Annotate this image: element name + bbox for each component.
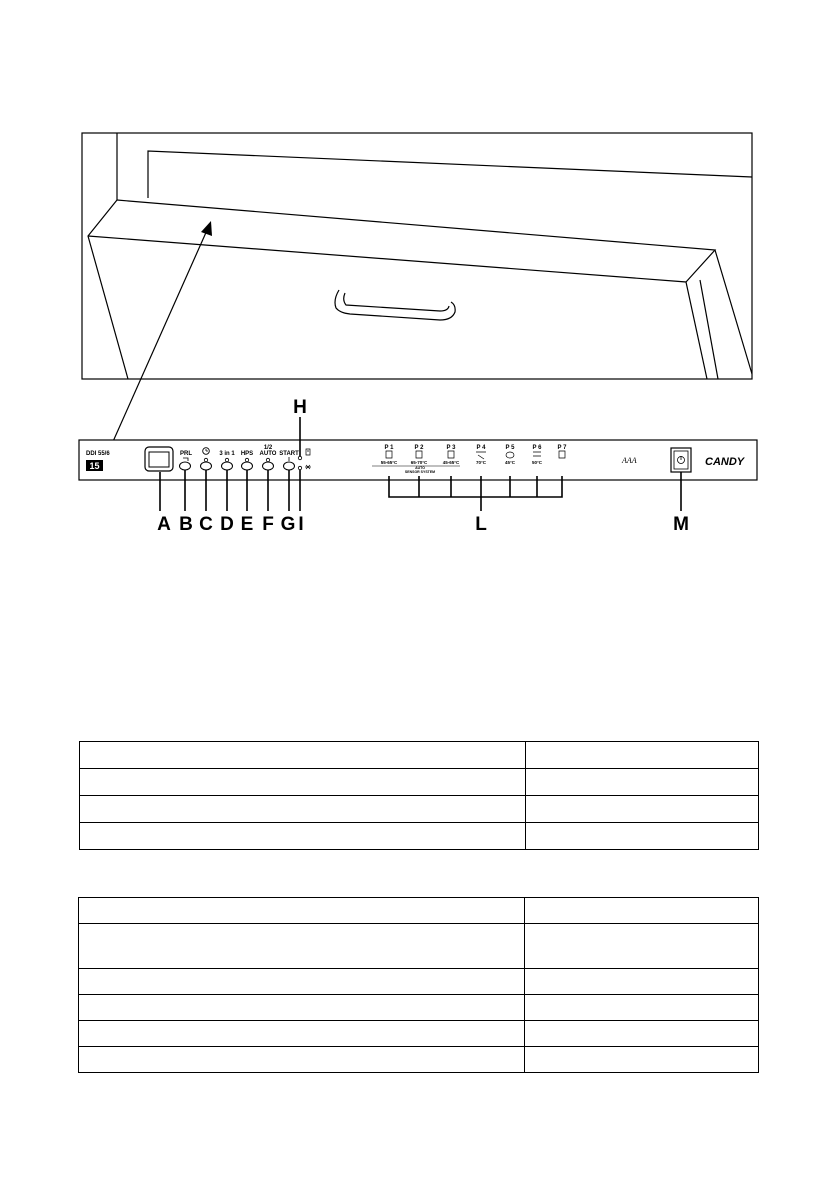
table-cell bbox=[525, 924, 759, 969]
table-cell bbox=[526, 742, 759, 769]
brand-logo: CANDY bbox=[705, 456, 745, 468]
led-c bbox=[204, 458, 207, 461]
callout-label-i: I bbox=[298, 514, 304, 535]
table-cell bbox=[80, 796, 526, 823]
program-temp: 45-65°C bbox=[442, 460, 460, 465]
table-cell bbox=[80, 742, 526, 769]
table-row bbox=[79, 1021, 759, 1047]
auto-label: AUTO bbox=[415, 466, 425, 470]
led-i bbox=[298, 466, 301, 469]
callout-label-g: G bbox=[280, 514, 296, 535]
table-cell bbox=[526, 769, 759, 796]
program-code: P 5 bbox=[505, 445, 515, 451]
led-f bbox=[266, 458, 269, 461]
energy-rating-label: AAA bbox=[622, 456, 637, 465]
door-handle bbox=[335, 290, 455, 320]
door-inner-edge bbox=[88, 236, 707, 379]
illustration-frame bbox=[82, 133, 752, 379]
program-temp: 70°C bbox=[475, 460, 487, 465]
program-temp: 65-70°C bbox=[410, 460, 428, 465]
table-cell bbox=[526, 796, 759, 823]
table-cell bbox=[526, 823, 759, 850]
callout-label-e: E bbox=[240, 514, 254, 535]
cabinet-outline bbox=[117, 133, 752, 200]
led-d bbox=[225, 458, 228, 461]
callout-label-m: M bbox=[673, 514, 689, 535]
table-cell bbox=[525, 969, 759, 995]
model-label: DDI 55/6 bbox=[86, 451, 110, 457]
empty-table-1 bbox=[79, 741, 759, 850]
three-in-one-label: 3 in 1 bbox=[219, 451, 235, 457]
button-e[interactable] bbox=[242, 462, 253, 470]
table-cell bbox=[79, 995, 525, 1021]
display-inner bbox=[149, 452, 169, 467]
table-cell bbox=[80, 769, 526, 796]
appliance-illustration bbox=[82, 133, 752, 379]
door-top-edge bbox=[117, 200, 715, 282]
table-row bbox=[79, 995, 759, 1021]
program-temp: 55-65°C bbox=[380, 460, 398, 465]
button-g[interactable] bbox=[284, 462, 295, 470]
table-cell bbox=[79, 924, 525, 969]
button-d[interactable] bbox=[222, 462, 233, 470]
button-b[interactable] bbox=[180, 462, 191, 470]
table-row bbox=[79, 1047, 759, 1073]
table-cell bbox=[525, 995, 759, 1021]
table-cell bbox=[79, 898, 525, 924]
table-cell bbox=[79, 1047, 525, 1073]
led-h bbox=[298, 456, 301, 459]
callout-label-b: B bbox=[179, 514, 193, 535]
table-row bbox=[80, 823, 759, 850]
dishwasher-diagram bbox=[0, 0, 839, 560]
callout-label-h: H bbox=[293, 397, 307, 418]
badge-label: 15 bbox=[89, 461, 100, 471]
auto-system-label: SENSOR SYSTEM bbox=[404, 470, 436, 474]
hps-label: HPS bbox=[240, 451, 254, 457]
pointer-arrow bbox=[111, 221, 212, 446]
callout-label-d: D bbox=[220, 514, 234, 535]
table-row bbox=[79, 898, 759, 924]
program-code: P 2 bbox=[414, 445, 424, 451]
prl-label: PRL bbox=[180, 451, 192, 457]
table-cell bbox=[525, 1047, 759, 1073]
callout-label-a: A bbox=[157, 514, 171, 535]
table-cell bbox=[79, 1021, 525, 1047]
button-c[interactable] bbox=[201, 462, 212, 470]
program-code: P 4 bbox=[476, 445, 486, 451]
table-row bbox=[80, 769, 759, 796]
callout-bracket-l bbox=[389, 476, 562, 511]
button-f[interactable] bbox=[263, 462, 274, 470]
empty-table-2 bbox=[78, 897, 759, 1073]
door-right-side bbox=[700, 250, 752, 379]
table-cell bbox=[525, 898, 759, 924]
program-temp: 45°C bbox=[504, 460, 516, 465]
callout-label-c: C bbox=[199, 514, 213, 535]
callout-label-l: L bbox=[475, 514, 487, 535]
program-code: P 6 bbox=[532, 445, 542, 451]
table-row bbox=[80, 742, 759, 769]
led-e bbox=[245, 458, 248, 461]
program-code: P 7 bbox=[557, 445, 567, 451]
table-cell bbox=[79, 969, 525, 995]
table-cell bbox=[525, 1021, 759, 1047]
table-row bbox=[79, 924, 759, 969]
program-code: P 1 bbox=[384, 445, 394, 451]
program-code: P 3 bbox=[446, 445, 456, 451]
auto-button-label: AUTO bbox=[259, 451, 277, 457]
half-load-label: 1/2 bbox=[263, 445, 273, 451]
callout-label-f: F bbox=[262, 514, 274, 535]
door-front-face bbox=[88, 200, 128, 379]
program-temp: 50°C bbox=[531, 460, 543, 465]
start-label: START bbox=[279, 451, 299, 457]
table-row bbox=[80, 796, 759, 823]
table-row bbox=[79, 969, 759, 995]
table-cell bbox=[80, 823, 526, 850]
